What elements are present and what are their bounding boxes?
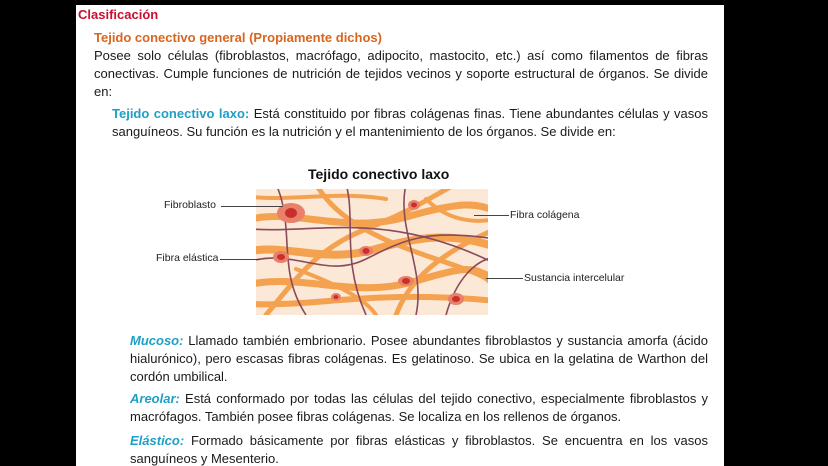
- type-elastico-body: Formado básicamente por fibras elásticas y fibroblastos. Se encuentra en los vasos sanguíneos y Mesenterio.: [130, 433, 708, 466]
- type-areolar: [130, 390, 708, 426]
- type-areolar-term: Areolar:: [130, 391, 180, 406]
- leader-fibra-colagena: [474, 215, 509, 216]
- document-page: [76, 5, 724, 466]
- leader-fibra-elastica: [220, 259, 260, 260]
- label-fibra-elastica: Fibra elástica: [156, 252, 219, 264]
- laxo-term: Tejido conectivo laxo:: [112, 106, 250, 121]
- label-fibroblasto: Fibroblasto: [164, 199, 216, 211]
- leader-fibroblasto: [221, 206, 283, 207]
- tissue-illustration: [256, 189, 488, 315]
- type-elastico: [130, 432, 708, 466]
- type-areolar-body: Está conformado por todas las células del tejido conectivo, especialmente fibroblastos y macrófagos. También posee fibras colágenas. Se localiza en los rellenos de órganos.: [130, 391, 708, 424]
- section-heading: Clasificación: [78, 7, 159, 22]
- label-sustancia: Sustancia intercelular: [524, 272, 625, 284]
- general-title: Tejido conectivo general (Propiamente dichos): [94, 30, 382, 45]
- type-elastico-term: Elástico:: [130, 433, 185, 448]
- leader-sustancia: [486, 278, 523, 279]
- label-fibra-colagena: Fibra colágena: [510, 209, 580, 221]
- figure-title: Tejido conectivo laxo: [308, 166, 450, 182]
- type-mucoso: [130, 332, 708, 386]
- general-paragraph: Posee solo células (fibroblastos, macrófago, adipocito, mastocito, etc.) así como filamentos de fibras conectivas. Cumple funciones de nutrición de tejidos vecinos y soporte estructural de órganos. Se divide en:: [94, 48, 708, 99]
- type-mucoso-term: Mucoso:: [130, 333, 184, 348]
- laxo-body: Está constituido por fibras colágenas finas. Tiene abundantes células y vasos sanguíneos. Su función es la nutrición y el mantenimiento de los órganos. Se divide en:: [112, 106, 708, 139]
- type-mucoso-body: Llamado también embrionario. Posee abundantes fibroblastos y sustancia amorfa (ácido hialurónico), pero escasas fibras colágenas. Es gelatinoso. Se ubica en la gelatina de Warthon del cordón umbilical.: [130, 333, 708, 384]
- laxo-paragraph: [112, 105, 708, 141]
